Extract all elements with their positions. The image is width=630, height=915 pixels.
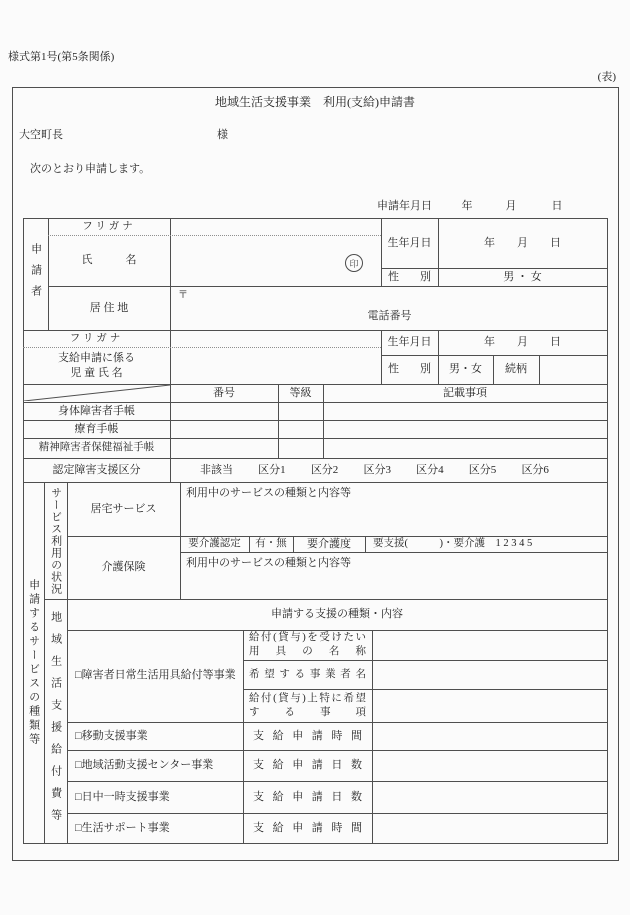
handbook-row-label: 療育手帳 — [74, 422, 119, 435]
addressee: 大空町長 — [19, 129, 63, 142]
equipment-field-tool-name — [243, 630, 372, 660]
activity-center-field — [243, 750, 372, 781]
diagonal-line — [24, 385, 170, 401]
app-date-month: 月 — [505, 200, 517, 213]
child-name-value — [170, 330, 381, 384]
mobility-support-value — [372, 722, 607, 750]
phone-label: 電話番号 — [367, 309, 412, 322]
applicant-sex-label — [381, 268, 438, 286]
equipment-field-vendor-value — [372, 660, 607, 689]
seal-icon — [345, 254, 363, 272]
child-sex-value: 男・女 — [449, 363, 482, 376]
child-relation-value — [539, 355, 607, 384]
requested-services-section-label — [23, 482, 44, 843]
support-category-label: 認定障害支援区分 — [52, 463, 141, 476]
applicant-furigana-label: フリガナ — [82, 220, 136, 232]
handbook-col-grade: 等級 — [289, 386, 312, 399]
category-option: 区分2 — [310, 463, 339, 476]
life-support-field — [243, 813, 372, 843]
daytime-support-field — [243, 781, 372, 813]
equipment-field-requests-value — [372, 689, 607, 722]
insurance-usage-caption: 利用中のサービスの種類と内容等 — [186, 556, 351, 569]
child-name-label-line1: 支給申請に係る — [58, 351, 135, 364]
divider — [23, 843, 608, 844]
activity-center-value — [372, 750, 607, 781]
seal-text: 印 — [349, 258, 359, 269]
equipment-field-requests — [243, 689, 372, 722]
form-number: 様式第1号(第5条関係) — [8, 51, 115, 64]
service-status-section-label — [44, 482, 67, 599]
category-option: 区分6 — [521, 463, 549, 476]
care-level-value: 要支援( )・要介護 1 2 3 4 5 — [373, 538, 533, 550]
applicant-section-label-text: 申請者 — [29, 242, 42, 306]
equipment-field-tool-name-line2: 用 具 の 名 称 — [249, 646, 366, 657]
daytime-support-value — [372, 781, 607, 813]
category-option: 区分5 — [468, 463, 497, 476]
child-sex-label — [381, 355, 438, 384]
applicant-name-value — [170, 218, 381, 286]
applicant-address-label: 居 住 地 — [89, 301, 129, 314]
equipment-field-tool-name-value — [372, 630, 607, 660]
care-level-label: 要介護度 — [307, 537, 351, 550]
handbook-col-notes: 記載事項 — [443, 386, 487, 399]
mobility-support-field — [243, 722, 372, 750]
life-support-value — [372, 813, 607, 843]
equipment-field-tool-name-line1: 給付(貸与)を受けたい — [249, 632, 366, 644]
applicant-sex-value: 男 ・ 女 — [503, 270, 542, 283]
care-insurance-label: 介護保険 — [101, 561, 146, 574]
category-option: 区分4 — [416, 463, 444, 476]
app-date-label: 申請年月日 — [377, 200, 432, 213]
handbook-row-label: 身体障害者手帳 — [58, 404, 135, 417]
life-support-field-text: 支 給 申 請 時 間 — [253, 821, 362, 834]
category-option: 区分3 — [363, 463, 391, 476]
mobility-support-label: □移動支援事業 — [75, 729, 148, 742]
child-sex-label-text: 性 別 — [388, 363, 431, 376]
community-support-group-label-text: 地域生活支援給付費等 — [49, 611, 62, 831]
equipment-field-vendor — [243, 660, 372, 689]
home-service-usage-caption: 利用中のサービスの種類と内容等 — [186, 486, 351, 499]
intro-text: 次のとおり申請します。 — [30, 163, 151, 176]
mobility-support-field-text: 支 給 申 請 時 間 — [253, 729, 362, 742]
support-type-header: 申請する支援の種類・内容 — [271, 608, 403, 621]
divider — [607, 218, 608, 843]
activity-center-field-text: 支 給 申 請 日 数 — [253, 759, 362, 772]
equipment-field-vendor-text: 希 望 す る 事 業 者 名 — [249, 668, 366, 680]
divider — [180, 552, 607, 553]
activity-center-label: □地域活動支援センター事業 — [75, 759, 214, 772]
community-support-group-label — [44, 599, 67, 843]
home-service-label: 居宅サービス — [90, 502, 157, 515]
requested-services-section-label-text: 申請するサービスの種類等 — [27, 578, 40, 747]
category-option: 区分1 — [258, 463, 286, 476]
handbook-col-number: 番号 — [213, 386, 235, 399]
category-option: 非該当 — [200, 463, 233, 476]
equipment-item-label — [67, 630, 243, 722]
applicant-birth-value: 年 月 日 — [484, 236, 561, 249]
handbook-row-label: 精神障害者保健福祉手帳 — [38, 442, 155, 454]
equipment-field-requests-line2: す る 事 項 — [249, 706, 366, 718]
care-certification-value: 有・無 — [255, 538, 287, 550]
daytime-support-field-text: 支 給 申 請 日 数 — [253, 790, 362, 803]
support-category-options — [170, 458, 607, 482]
child-birth-value: 年 月 日 — [484, 336, 561, 349]
child-birth-label: 生年月日 — [387, 336, 432, 349]
side-label: (表) — [597, 71, 616, 84]
equipment-checkbox-label: □障害者日常生活用具給付等事業 — [75, 669, 236, 682]
daytime-support-label: □日中一時支援事業 — [75, 790, 170, 803]
app-date-day: 日 — [551, 200, 563, 213]
addressee-suffix: 様 — [217, 129, 228, 142]
child-name-label — [23, 348, 170, 383]
equipment-field-requests-line1: 給付(貸与)上特に希望 — [249, 692, 366, 704]
care-certification-label: 要介護認定 — [188, 538, 241, 550]
child-furigana-label: フリガナ — [69, 332, 124, 344]
life-support-label: □生活サポート事業 — [75, 821, 170, 834]
applicant-sex-label-text: 性 別 — [388, 270, 431, 283]
child-relation-label: 続柄 — [505, 363, 527, 376]
service-status-section-label-text: サービス利用の状況 — [49, 486, 62, 595]
form-title: 地域生活支援事業 利用(支給)申請書 — [215, 95, 415, 110]
app-date-year: 年 — [461, 200, 473, 213]
applicant-name-label: 氏 名 — [81, 254, 137, 267]
child-name-label-line2: 児 童 氏 名 — [70, 366, 123, 379]
applicant-section-label — [23, 218, 48, 330]
applicant-birth-label: 生年月日 — [387, 236, 432, 249]
postal-mark: 〒 — [178, 289, 188, 301]
